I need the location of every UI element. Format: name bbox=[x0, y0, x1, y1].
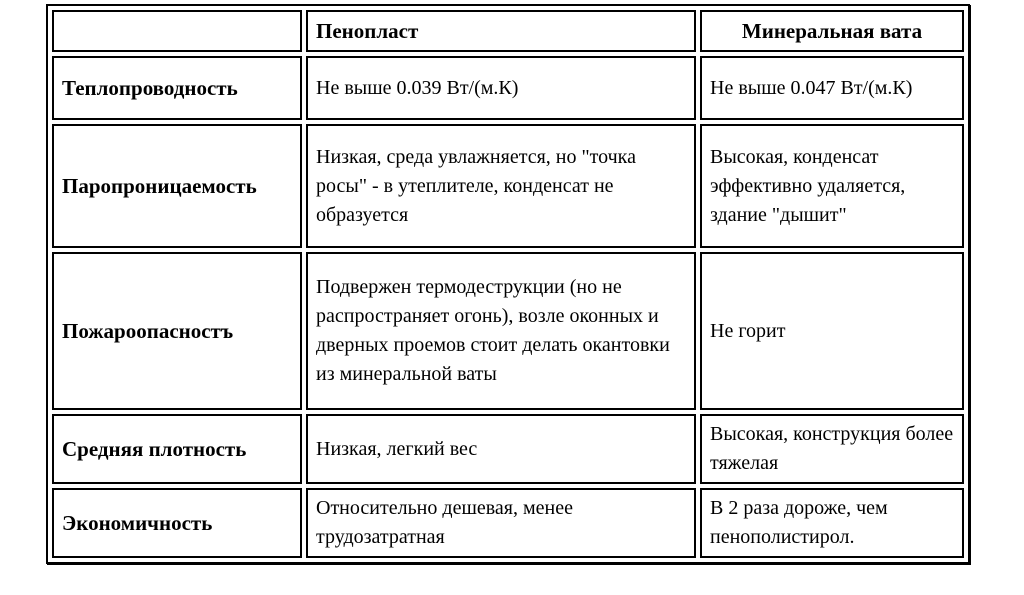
table-row bbox=[52, 414, 964, 484]
row-label: Пожароопасностъ bbox=[52, 252, 302, 410]
penoplast-cell: Относительно дешевая, менее трудозатратная bbox=[306, 488, 696, 558]
row-label: Средняя плотность bbox=[52, 414, 302, 484]
mineral-wool-cell: Высокая, конструкция более тяжелая bbox=[700, 414, 964, 484]
mineral-wool-cell: Высокая, конденсат эффективно удаляется, здание "дышит" bbox=[700, 124, 964, 248]
penoplast-cell: Низкая, легкий вес bbox=[306, 414, 696, 484]
penoplast-cell: Не выше 0.039 Вт/(м.К) bbox=[306, 56, 696, 120]
header-empty-cell bbox=[52, 10, 302, 52]
header-row bbox=[52, 10, 964, 52]
mineral-wool-cell: Не выше 0.047 Вт/(м.К) bbox=[700, 56, 964, 120]
row-label: Теплопроводность bbox=[52, 56, 302, 120]
header-mineral-wool: Минеральная вата bbox=[700, 10, 964, 52]
mineral-wool-cell: Не горит bbox=[700, 252, 964, 410]
row-label: Экономичность bbox=[52, 488, 302, 558]
comparison-table bbox=[46, 4, 970, 564]
penoplast-cell: Подвержен термодеструкции (но не распространяет огонь), возле оконных и дверных проемов стоит делать окантовки из минеральной ваты bbox=[306, 252, 696, 410]
table-row bbox=[52, 124, 964, 248]
row-label: Паропроницаемость bbox=[52, 124, 302, 248]
table-row bbox=[52, 252, 964, 410]
header-penoplast: Пенопласт bbox=[306, 10, 696, 52]
table-row bbox=[52, 488, 964, 558]
penoplast-cell: Низкая, среда увлажняется, но "точка росы" - в утеплителе, конденсат не образуется bbox=[306, 124, 696, 248]
table-row bbox=[52, 56, 964, 120]
table-body bbox=[52, 56, 964, 558]
mineral-wool-cell: В 2 раза дороже, чем пенополистирол. bbox=[700, 488, 964, 558]
